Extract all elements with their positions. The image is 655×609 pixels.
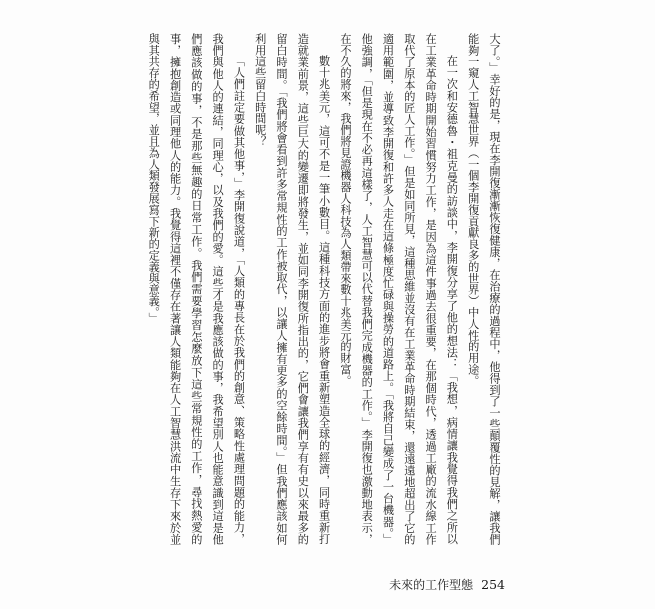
paragraph-2: 在一次和安德魯・祖克曼的訪談中，李開復分享了他的想法：「我想，病情讓我覺得我們之所以在工業革命時期開始習慣努力工作，是因為這件事過去很重要，在那個時代，透過工廠的流水線工作取代了原本的匠人工作。」但是如同所見，這種思維並沒有在工業革命時期結束，還遠遠地超出了它的適用範圍，並導致李開復和許多人走在這條極度忙碌與操勞的道路上。「我將自己變成了一台機器。」他強調，「但是現在不必再這樣了，人工智慧可以代替我們完成機器的工作。」李開復也激動地表示，在不久的將來，我們將見證機器人科技為人類帶來數十兆美元的財富。: [338, 33, 459, 545]
paragraph-3: 數十兆美元，這可不是一筆小數目。這種科技方面的進步將會重新塑造全球的經濟，同時重新打造就業前景，這些巨大的變遷即將發生，並如同李開復所指出的，它們會讓我們享有有史以來最多的留白時間。「我們將會看到許多常規性的工作被取代，以讓人擁有更多的空餘時間。」但我們應該如何利用這些留白時間呢？: [253, 33, 331, 545]
body-text: [143, 33, 505, 545]
paragraph-4: 「人們註定要做其他事，」李開復說道，「人類的專長在於我們的創意、策略性處理問題的能力，我們與他人的連結，同理心，以及我們的愛。這些才是我應該做的事，我希望別人也能意識到這是他們應該做的事，不是那些無趣的日常工作。我們需要學習怎麼放下這些常規性的工作，尋找熱愛的事，擁抱創造或同理他人的能力。我覺得這裡不僅存在著讓人類能夠在人工智慧洪流中生存下來於並與其共存的希望，並且為人類發展寫下新的定義與意義。」: [147, 33, 246, 545]
page-number: 254: [481, 577, 505, 592]
running-title: 未來的工作型態: [389, 578, 474, 592]
paragraph-1: 大了。」幸好的是，現在李開復漸漸恢復健康，在治療的過程中，他得到了一些顛覆性的見解，讓我們能夠一窺人工智慧世界（一個李開復貢獻良多的世界）中人性的用途。: [466, 33, 501, 545]
page-footer: [389, 576, 505, 593]
